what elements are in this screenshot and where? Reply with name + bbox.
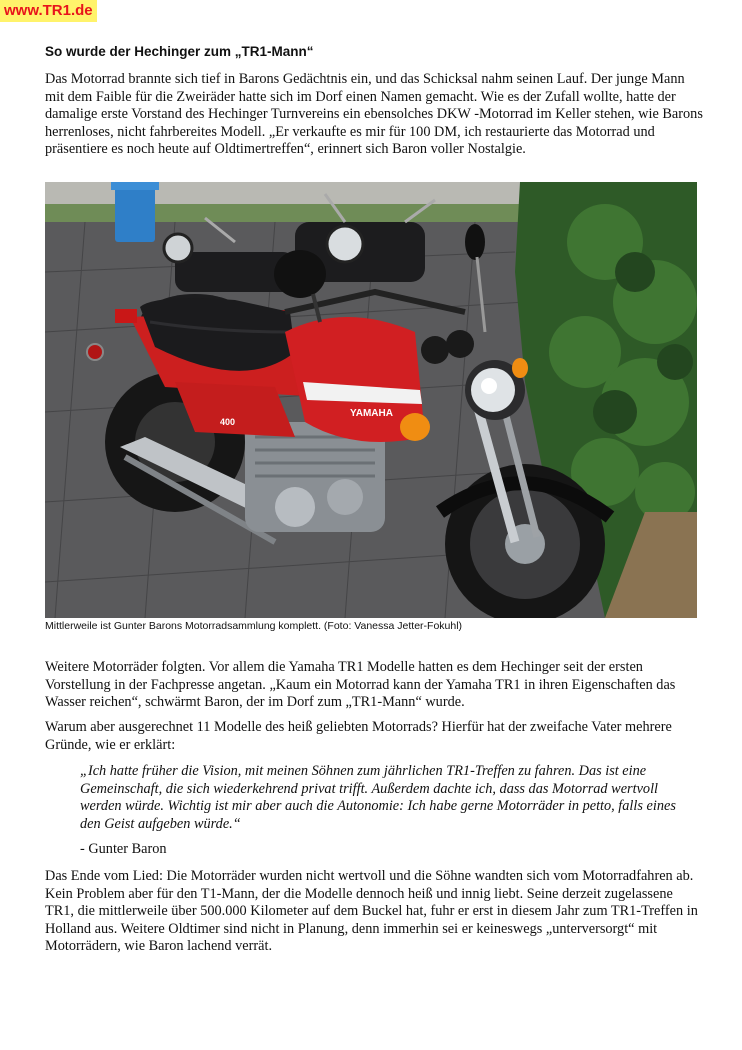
site-badge[interactable]: www.TR1.de: [0, 0, 97, 22]
article-paragraph-3: Warum aber ausgerechnet 11 Modelle des heiß geliebten Motorrads? Hierfür hat der zweifache Vater mehrere Gründe, wie er erklärt:: [45, 719, 672, 753]
tank-brand-label: YAMAHA: [350, 408, 393, 419]
article-paragraph-1: Das Motorrad brannte sich tief in Barons Gedächtnis ein, und das Schicksal nahm seinen Lauf. Der junge Mann mit dem Faible für die Zweiräder hatte sich im Dorf einen Namen gemacht. Wie es der Zufall wollte, hatte der damalige erste Vorstand des Hechinger Turnvereins ein ebensolches DKW -Motorrad im Keller stehen, wie Barons herrenloses, nicht fahrbereites Modell. „Er verkaufte es mir für 100 DM, ich restaurierte das Motorrad und präsentiere es noch heute auf Oldtimertreffen“, erinnert sich Baron voller Nostalgie.: [45, 71, 703, 158]
motorcycle-photo: [45, 182, 697, 618]
article-quote: „Ich hatte früher die Vision, mit meinen Söhnen zum jährlichen TR1-Treffen zu fahren. Das ist eine Gemeinschaft, die sich wiederkehrend privat trifft. Außerdem dachte ich, dass das Motorrad wertvoll werden würde. Wichtig ist mir aber auch die Autonomie: Ich habe gerne Motorräder in petto, falls eines den Geist aufgeben würde.“: [80, 763, 676, 832]
photo-caption: Mittlerweile ist Gunter Barons Motorradsammlung komplett. (Foto: Vanessa Jetter-Fokuhl): [45, 620, 463, 632]
article-headline: So wurde der Hechinger zum „TR1-Mann“: [45, 44, 314, 59]
side-cover-label: 400: [220, 417, 236, 427]
quote-attribution: - Gunter Baron: [80, 841, 167, 857]
article-paragraph-4: Das Ende vom Lied: Die Motorräder wurden nicht wertvoll und die Söhne wandten sich vom Motorradfahren ab. Kein Problem aber für den T1-Mann, der die Modelle dennoch heiß und innig liebt. Seine derzeit zugelassene TR1, die mittlerweile über 500.000 Kilometer auf dem Buckel hat, fuhr er erst in diesem Jahr zum TR1-Treffen in Holland aus. Weitere Oldtimer sind nicht in Planung, denn immerhin sei er keineswegs „unterversorgt“ mit Motorrädern, wie Baron lachend verrät.: [45, 868, 698, 955]
article-paragraph-2: Weitere Motorräder folgten. Vor allem die Yamaha TR1 Modelle hatten es dem Hechinger seit der ersten Vorstellung in der Fachpresse angetan. „Kaum ein Motorrad kann der Yamaha TR1 in ihren Eigenschaften das Wasser reichen“, schwärmt Baron, der im Dorf zum „TR1-Mann“ wurde.: [45, 659, 676, 711]
